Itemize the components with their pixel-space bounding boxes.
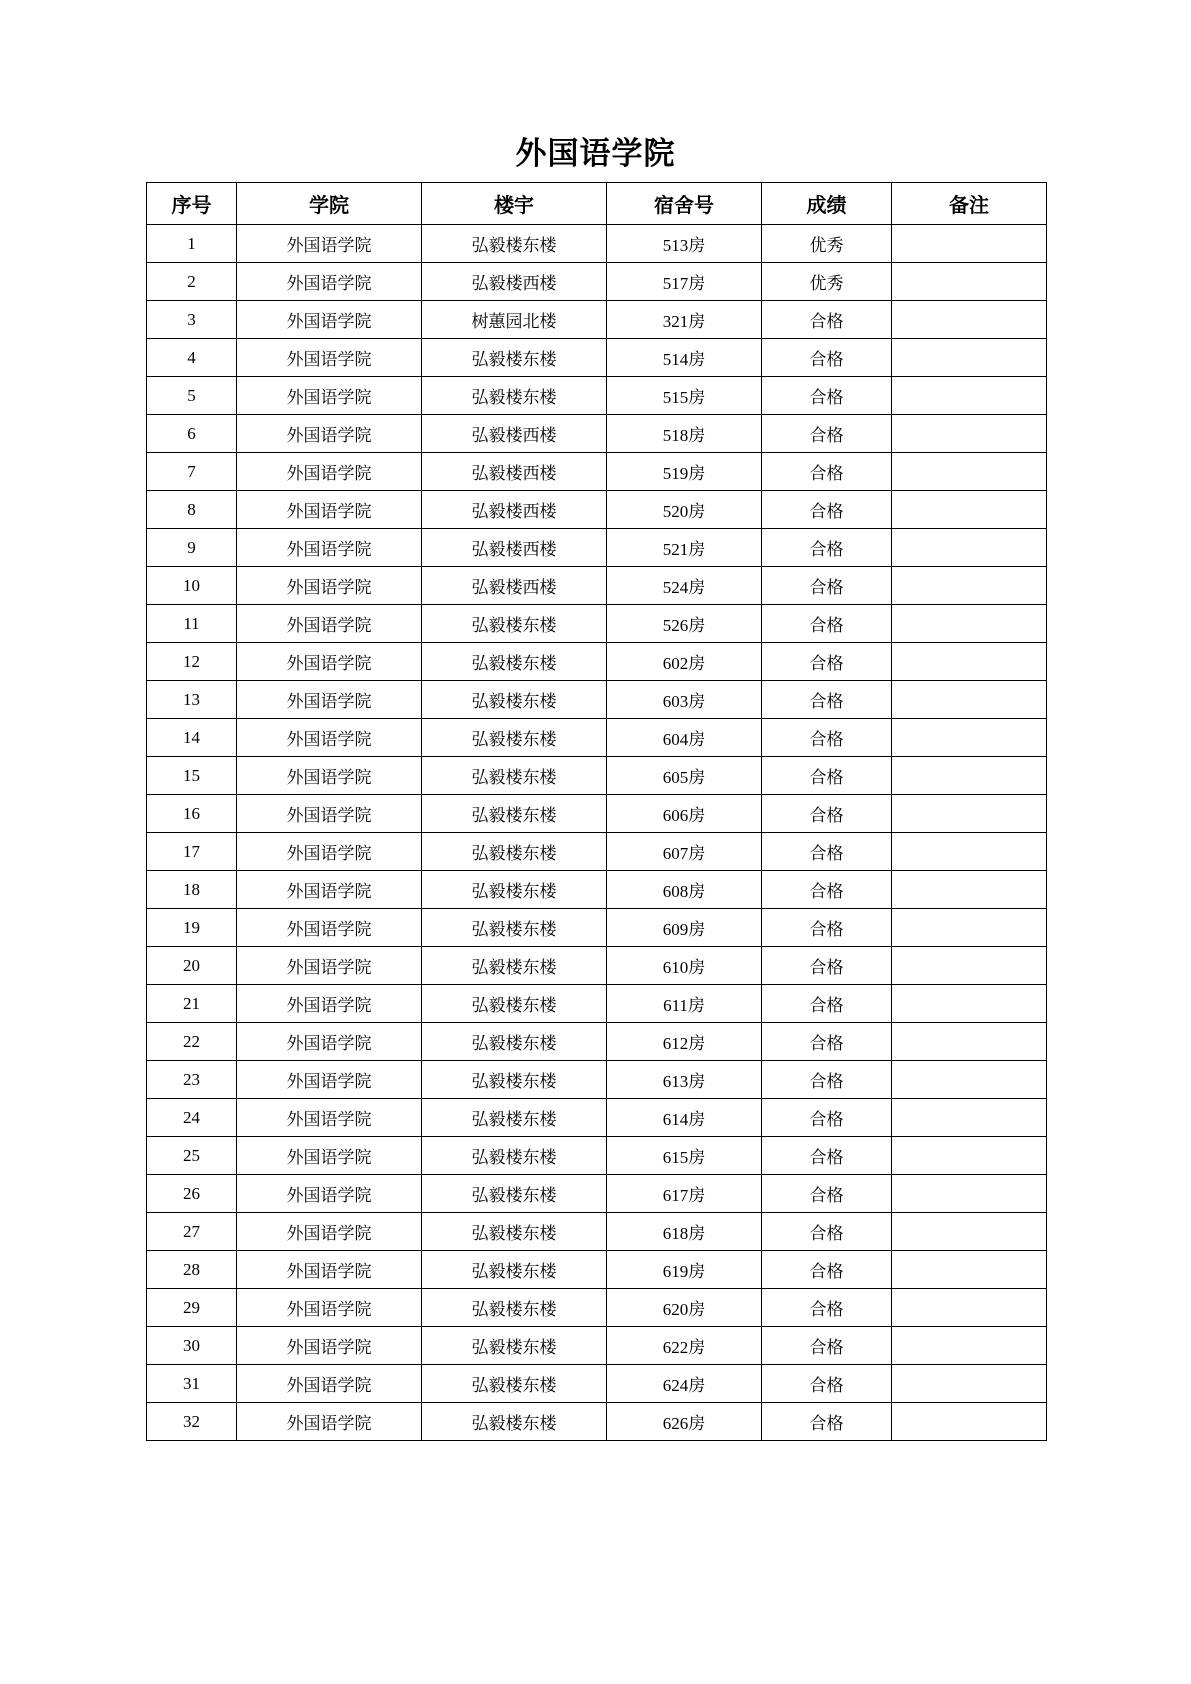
cell-grade: 合格 [762, 491, 892, 529]
cell-remark [892, 605, 1047, 643]
cell-grade: 合格 [762, 415, 892, 453]
cell-building: 弘毅楼东楼 [422, 643, 607, 681]
table-row [147, 1403, 1047, 1441]
cell-index: 19 [147, 909, 237, 947]
cell-grade: 合格 [762, 871, 892, 909]
cell-college: 外国语学院 [237, 225, 422, 263]
column-header-room: 宿舍号 [607, 183, 762, 225]
cell-building: 弘毅楼西楼 [422, 415, 607, 453]
cell-remark [892, 1175, 1047, 1213]
table-row [147, 225, 1047, 263]
cell-room: 526房 [607, 605, 762, 643]
cell-grade: 合格 [762, 301, 892, 339]
cell-building: 弘毅楼东楼 [422, 719, 607, 757]
cell-grade: 合格 [762, 643, 892, 681]
table-row [147, 1213, 1047, 1251]
cell-remark [892, 225, 1047, 263]
table-row [147, 1289, 1047, 1327]
cell-college: 外国语学院 [237, 301, 422, 339]
cell-room: 615房 [607, 1137, 762, 1175]
cell-index: 23 [147, 1061, 237, 1099]
cell-remark [892, 1327, 1047, 1365]
cell-index: 28 [147, 1251, 237, 1289]
cell-building: 弘毅楼东楼 [422, 757, 607, 795]
cell-room: 608房 [607, 871, 762, 909]
cell-grade: 合格 [762, 909, 892, 947]
cell-index: 26 [147, 1175, 237, 1213]
cell-remark [892, 871, 1047, 909]
table-row [147, 377, 1047, 415]
cell-grade: 合格 [762, 681, 892, 719]
table-row [147, 301, 1047, 339]
cell-grade: 优秀 [762, 263, 892, 301]
dormitory-table [146, 182, 1047, 1441]
cell-college: 外国语学院 [237, 681, 422, 719]
cell-index: 30 [147, 1327, 237, 1365]
cell-college: 外国语学院 [237, 757, 422, 795]
cell-building: 弘毅楼东楼 [422, 681, 607, 719]
cell-grade: 优秀 [762, 225, 892, 263]
cell-grade: 合格 [762, 339, 892, 377]
table-row [147, 909, 1047, 947]
cell-college: 外国语学院 [237, 529, 422, 567]
table-row [147, 643, 1047, 681]
cell-room: 518房 [607, 415, 762, 453]
cell-remark [892, 1365, 1047, 1403]
cell-grade: 合格 [762, 985, 892, 1023]
cell-index: 24 [147, 1099, 237, 1137]
cell-remark [892, 795, 1047, 833]
cell-remark [892, 1099, 1047, 1137]
table-row [147, 1137, 1047, 1175]
cell-room: 618房 [607, 1213, 762, 1251]
cell-remark [892, 643, 1047, 681]
cell-grade: 合格 [762, 1251, 892, 1289]
cell-remark [892, 833, 1047, 871]
cell-grade: 合格 [762, 833, 892, 871]
cell-college: 外国语学院 [237, 985, 422, 1023]
cell-index: 1 [147, 225, 237, 263]
cell-room: 321房 [607, 301, 762, 339]
cell-college: 外国语学院 [237, 567, 422, 605]
cell-college: 外国语学院 [237, 1251, 422, 1289]
cell-room: 603房 [607, 681, 762, 719]
table-row [147, 757, 1047, 795]
cell-remark [892, 339, 1047, 377]
cell-remark [892, 301, 1047, 339]
cell-grade: 合格 [762, 1175, 892, 1213]
cell-room: 626房 [607, 1403, 762, 1441]
cell-remark [892, 567, 1047, 605]
cell-remark [892, 1289, 1047, 1327]
cell-building: 弘毅楼东楼 [422, 1289, 607, 1327]
cell-index: 10 [147, 567, 237, 605]
cell-remark [892, 377, 1047, 415]
cell-index: 31 [147, 1365, 237, 1403]
table-row [147, 1251, 1047, 1289]
cell-building: 弘毅楼东楼 [422, 795, 607, 833]
table-row [147, 415, 1047, 453]
column-header-building: 楼宇 [422, 183, 607, 225]
table-row [147, 1023, 1047, 1061]
cell-room: 513房 [607, 225, 762, 263]
column-header-college: 学院 [237, 183, 422, 225]
cell-remark [892, 415, 1047, 453]
cell-room: 609房 [607, 909, 762, 947]
cell-building: 树蕙园北楼 [422, 301, 607, 339]
cell-index: 13 [147, 681, 237, 719]
table-row [147, 339, 1047, 377]
cell-college: 外国语学院 [237, 909, 422, 947]
cell-remark [892, 453, 1047, 491]
cell-grade: 合格 [762, 795, 892, 833]
cell-college: 外国语学院 [237, 263, 422, 301]
cell-building: 弘毅楼东楼 [422, 1061, 607, 1099]
cell-room: 606房 [607, 795, 762, 833]
cell-grade: 合格 [762, 377, 892, 415]
cell-room: 519房 [607, 453, 762, 491]
cell-remark [892, 263, 1047, 301]
cell-college: 外国语学院 [237, 415, 422, 453]
cell-college: 外国语学院 [237, 1061, 422, 1099]
dormitory-table-container [146, 182, 1046, 1441]
cell-room: 624房 [607, 1365, 762, 1403]
cell-room: 514房 [607, 339, 762, 377]
cell-college: 外国语学院 [237, 1099, 422, 1137]
cell-building: 弘毅楼东楼 [422, 339, 607, 377]
table-row [147, 681, 1047, 719]
cell-college: 外国语学院 [237, 605, 422, 643]
cell-remark [892, 1137, 1047, 1175]
cell-grade: 合格 [762, 1023, 892, 1061]
cell-index: 25 [147, 1137, 237, 1175]
cell-index: 12 [147, 643, 237, 681]
cell-index: 29 [147, 1289, 237, 1327]
table-header [147, 183, 1047, 225]
cell-remark [892, 491, 1047, 529]
column-header-index: 序号 [147, 183, 237, 225]
cell-index: 7 [147, 453, 237, 491]
cell-remark [892, 1213, 1047, 1251]
cell-building: 弘毅楼西楼 [422, 491, 607, 529]
table-row [147, 1175, 1047, 1213]
cell-college: 外国语学院 [237, 795, 422, 833]
table-row [147, 529, 1047, 567]
cell-room: 605房 [607, 757, 762, 795]
table-header-row [147, 183, 1047, 225]
table-row [147, 453, 1047, 491]
cell-remark [892, 1403, 1047, 1441]
cell-remark [892, 909, 1047, 947]
cell-building: 弘毅楼西楼 [422, 529, 607, 567]
cell-building: 弘毅楼东楼 [422, 1251, 607, 1289]
cell-grade: 合格 [762, 947, 892, 985]
table-row [147, 947, 1047, 985]
cell-remark [892, 757, 1047, 795]
cell-index: 6 [147, 415, 237, 453]
cell-grade: 合格 [762, 567, 892, 605]
cell-index: 9 [147, 529, 237, 567]
cell-room: 521房 [607, 529, 762, 567]
cell-college: 外国语学院 [237, 377, 422, 415]
cell-building: 弘毅楼东楼 [422, 1137, 607, 1175]
cell-room: 604房 [607, 719, 762, 757]
cell-room: 610房 [607, 947, 762, 985]
cell-college: 外国语学院 [237, 453, 422, 491]
cell-room: 520房 [607, 491, 762, 529]
cell-remark [892, 985, 1047, 1023]
cell-remark [892, 1251, 1047, 1289]
cell-remark [892, 719, 1047, 757]
table-body [147, 225, 1047, 1441]
cell-grade: 合格 [762, 453, 892, 491]
column-header-remark: 备注 [892, 183, 1047, 225]
cell-grade: 合格 [762, 1099, 892, 1137]
cell-room: 614房 [607, 1099, 762, 1137]
cell-grade: 合格 [762, 1213, 892, 1251]
cell-remark [892, 529, 1047, 567]
cell-index: 20 [147, 947, 237, 985]
cell-room: 619房 [607, 1251, 762, 1289]
table-row [147, 833, 1047, 871]
cell-building: 弘毅楼东楼 [422, 871, 607, 909]
cell-college: 外国语学院 [237, 1289, 422, 1327]
cell-building: 弘毅楼东楼 [422, 1327, 607, 1365]
cell-building: 弘毅楼东楼 [422, 225, 607, 263]
cell-college: 外国语学院 [237, 947, 422, 985]
cell-grade: 合格 [762, 1327, 892, 1365]
cell-college: 外国语学院 [237, 871, 422, 909]
cell-room: 611房 [607, 985, 762, 1023]
table-row [147, 1061, 1047, 1099]
cell-remark [892, 681, 1047, 719]
table-row [147, 263, 1047, 301]
cell-index: 21 [147, 985, 237, 1023]
cell-grade: 合格 [762, 529, 892, 567]
table-row [147, 1327, 1047, 1365]
cell-room: 515房 [607, 377, 762, 415]
cell-grade: 合格 [762, 1137, 892, 1175]
cell-index: 8 [147, 491, 237, 529]
cell-grade: 合格 [762, 719, 892, 757]
cell-college: 外国语学院 [237, 1403, 422, 1441]
cell-room: 620房 [607, 1289, 762, 1327]
table-row [147, 795, 1047, 833]
cell-college: 外国语学院 [237, 491, 422, 529]
cell-grade: 合格 [762, 1403, 892, 1441]
cell-college: 外国语学院 [237, 1213, 422, 1251]
table-row [147, 491, 1047, 529]
table-row [147, 985, 1047, 1023]
cell-index: 22 [147, 1023, 237, 1061]
cell-room: 617房 [607, 1175, 762, 1213]
cell-index: 5 [147, 377, 237, 415]
cell-index: 27 [147, 1213, 237, 1251]
cell-room: 602房 [607, 643, 762, 681]
cell-grade: 合格 [762, 1365, 892, 1403]
cell-college: 外国语学院 [237, 1137, 422, 1175]
cell-building: 弘毅楼西楼 [422, 567, 607, 605]
cell-grade: 合格 [762, 1061, 892, 1099]
cell-college: 外国语学院 [237, 1023, 422, 1061]
cell-building: 弘毅楼东楼 [422, 377, 607, 415]
cell-college: 外国语学院 [237, 643, 422, 681]
cell-building: 弘毅楼东楼 [422, 909, 607, 947]
cell-grade: 合格 [762, 605, 892, 643]
cell-college: 外国语学院 [237, 1175, 422, 1213]
cell-college: 外国语学院 [237, 339, 422, 377]
cell-grade: 合格 [762, 757, 892, 795]
cell-index: 4 [147, 339, 237, 377]
cell-building: 弘毅楼东楼 [422, 1099, 607, 1137]
cell-index: 2 [147, 263, 237, 301]
cell-index: 17 [147, 833, 237, 871]
cell-index: 11 [147, 605, 237, 643]
cell-building: 弘毅楼东楼 [422, 1023, 607, 1061]
cell-building: 弘毅楼东楼 [422, 605, 607, 643]
cell-room: 622房 [607, 1327, 762, 1365]
cell-building: 弘毅楼东楼 [422, 1175, 607, 1213]
cell-index: 32 [147, 1403, 237, 1441]
table-row [147, 871, 1047, 909]
cell-college: 外国语学院 [237, 1327, 422, 1365]
cell-room: 612房 [607, 1023, 762, 1061]
cell-college: 外国语学院 [237, 719, 422, 757]
cell-college: 外国语学院 [237, 833, 422, 871]
table-row [147, 1099, 1047, 1137]
cell-building: 弘毅楼东楼 [422, 1403, 607, 1441]
cell-building: 弘毅楼东楼 [422, 947, 607, 985]
cell-index: 3 [147, 301, 237, 339]
cell-room: 524房 [607, 567, 762, 605]
cell-room: 613房 [607, 1061, 762, 1099]
cell-room: 517房 [607, 263, 762, 301]
cell-remark [892, 1061, 1047, 1099]
column-header-grade: 成绩 [762, 183, 892, 225]
cell-college: 外国语学院 [237, 1365, 422, 1403]
cell-index: 15 [147, 757, 237, 795]
page-title: 外国语学院 [515, 136, 676, 171]
cell-building: 弘毅楼西楼 [422, 453, 607, 491]
cell-room: 607房 [607, 833, 762, 871]
cell-remark [892, 1023, 1047, 1061]
table-row [147, 1365, 1047, 1403]
cell-building: 弘毅楼东楼 [422, 1213, 607, 1251]
cell-building: 弘毅楼东楼 [422, 833, 607, 871]
cell-index: 18 [147, 871, 237, 909]
cell-index: 16 [147, 795, 237, 833]
cell-building: 弘毅楼东楼 [422, 1365, 607, 1403]
table-row [147, 605, 1047, 643]
cell-grade: 合格 [762, 1289, 892, 1327]
table-row [147, 567, 1047, 605]
cell-remark [892, 947, 1047, 985]
cell-index: 14 [147, 719, 237, 757]
cell-building: 弘毅楼东楼 [422, 985, 607, 1023]
table-row [147, 719, 1047, 757]
cell-building: 弘毅楼西楼 [422, 263, 607, 301]
